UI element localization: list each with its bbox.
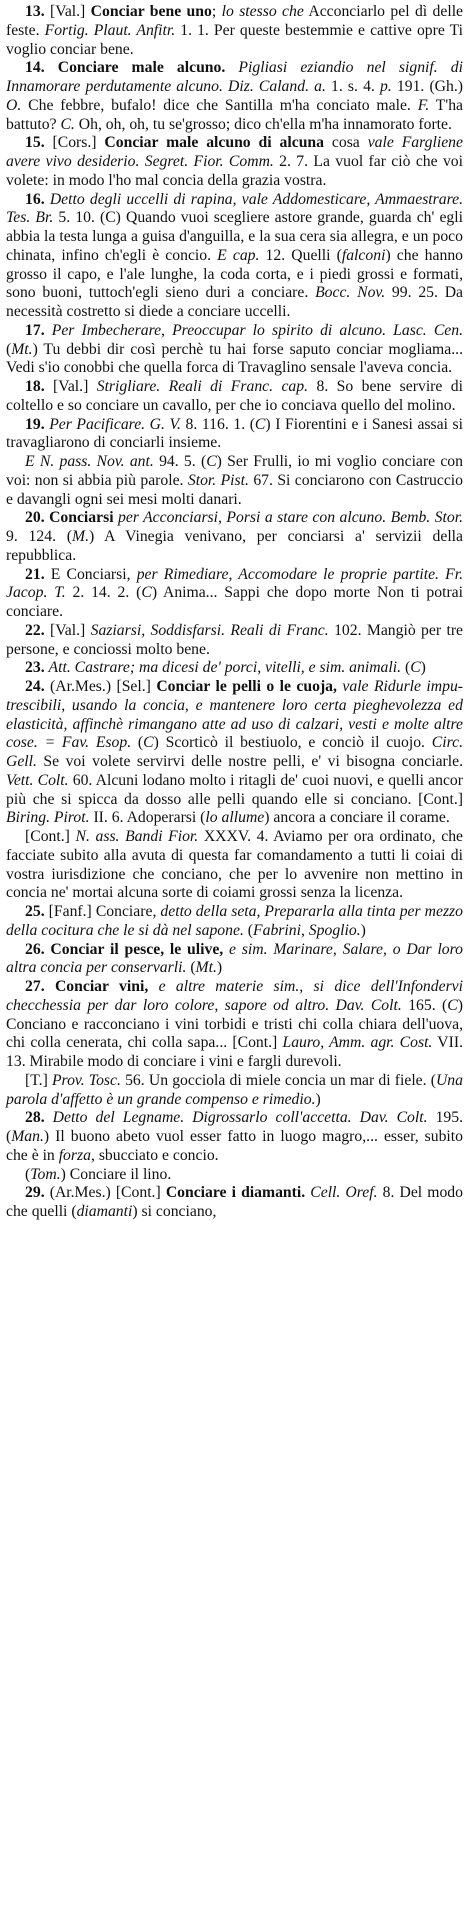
entry-text: Per Pacificare. G. V. <box>49 415 181 433</box>
entry-text: ) Tu debbi dir così perchè tu hai forse saputo conciar mogliama... Vedi s'io conobbi che quella forca di Travaglino sensale l'aveva concia. <box>6 340 463 377</box>
entry-text: Se voi volete servirvi delle nostre pelli, e' vi bisogna conciarle. <box>36 753 463 770</box>
entry-number: 22. <box>25 621 50 639</box>
entry-text: e sim. Marinare, Salare, o Dar loro altra concia per conservarli. <box>6 940 464 977</box>
dictionary-entry <box>6 1072 463 1110</box>
entry-text: Mt. <box>11 340 33 358</box>
entry-text: Conciar vini, <box>54 978 149 995</box>
entry-text: Tom. <box>30 1165 61 1183</box>
entry-text: forza <box>58 1146 91 1164</box>
entry-text: 56. Un gocciola di miele concia un mar di fiele. ( <box>120 1071 436 1089</box>
entry-text: Lauro, Amm. agr. Cost. <box>282 1034 433 1052</box>
entry-text: 67. Si conciarono con Castruccio e davangli ogni sei mesi molti danari. <box>6 471 463 508</box>
entry-text: C <box>254 415 266 433</box>
entry-text: 1. 1. Per queste bestemmie e cattive opre Ti voglio conciar bene. <box>6 21 463 58</box>
entry-text: Saziarsi, Soddisfarsi. Reali di Franc. <box>90 621 329 639</box>
dictionary-entry <box>6 509 463 565</box>
entry-text: Prov. Tosc. <box>51 1071 121 1089</box>
dictionary-entry <box>6 3 463 59</box>
entry-text: Man. <box>11 1128 44 1145</box>
entry-text: [Val.] <box>49 621 91 639</box>
entry-number: 21. <box>25 565 51 583</box>
dictionary-entry <box>6 59 463 134</box>
entry-text: 191. (Gh.) <box>391 78 464 95</box>
entry-text: (Ar.Mes.) [Sel.] <box>50 678 157 695</box>
entry-number: 14. <box>25 59 58 77</box>
entry-text: Conciar bene uno <box>90 3 212 20</box>
entry-text: 9. 124. ( <box>6 528 72 545</box>
entry-text: 2. 7. La vuol far ciò che voi volete: in modo l'ho mal concia della grazia vostra. <box>6 153 463 189</box>
entry-text: VII. 13. Mirabile modo di conciare i vini e fargli durevoli. <box>6 1034 463 1070</box>
entry-text: Stor. Pist. <box>187 471 249 489</box>
entry-text: ( <box>243 921 254 939</box>
entry-text: Att. Castrare; ma dicesi de' porci, vitelli, e sim. animali. <box>48 659 402 677</box>
entry-text: ) <box>315 1090 321 1108</box>
entry-text: F. <box>417 96 430 114</box>
entry-text: [Val.] <box>53 378 97 395</box>
entry-text: vale Ridurle imputrescibili, usando la concia, e mantenere loro certa pieghevolezza ed elasticità, affinchè rimangano atte ad uso di calzari, vesti e molte altre cose. = Fav. Esop. <box>6 678 464 752</box>
entry-text: ) <box>360 921 366 939</box>
entry-text: ) I Fiorentini e i Sanesi assai si travagliarono di conciarli insieme. <box>6 415 463 452</box>
entry-text: 8. So bene servire di coltello e so conciare un cavallo, per che io conciava quello del molino. <box>6 378 463 414</box>
entry-text: Che febbre, bufalo! dice che Santilla m'ha conciato male. <box>21 96 418 114</box>
entry-text: Circ. Gell. <box>6 734 463 770</box>
entry-number: 24. <box>25 678 51 695</box>
entry-text: falconi <box>341 246 386 264</box>
dictionary-entry <box>6 134 463 190</box>
entry-text: C <box>410 659 421 677</box>
entry-text: ) <box>216 959 223 977</box>
entry-text: Conciarsi <box>49 509 114 527</box>
entry-text: ) Anima... Sappi che dopo morte Non ti potrai conciare. <box>6 584 463 620</box>
entry-text: 5. 10. (C) Quando vuoi scegliere astore grande, guarda ch' egli abbia la testa lunga a guisa d'anguilla, e la sua cera sia allegra, e un poco chinata, infino ch'egli è concio. <box>6 209 463 264</box>
entry-text: Per Imbecherare, Preoccupar lo spirito di alcuno. Lasc. Cen. <box>51 321 464 339</box>
entry-text: 8. 116. 1. ( <box>180 415 255 433</box>
entry-text: 8. Del modo che quelli ( <box>6 1184 463 1220</box>
dictionary-entry <box>6 191 463 322</box>
entry-text: Conciare male alcuno. <box>57 59 226 77</box>
entry-number: 17. <box>25 321 52 339</box>
entry-text: C. <box>60 115 75 133</box>
entry-text: [Cont.] <box>25 828 76 845</box>
entry-text: Fabrini, Spoglio. <box>253 921 361 939</box>
entry-text: ; <box>211 3 222 20</box>
entry-text: ( <box>6 340 12 358</box>
entry-text: 1. s. 4. <box>325 78 380 95</box>
dictionary-entry <box>6 903 463 941</box>
entry-text: ) Scorticò il bestiuolo, e conciò il cuojo. <box>153 734 432 752</box>
entry-text: C <box>206 453 217 470</box>
entry-text: Strigliare. Reali di Franc. cap. <box>96 378 309 395</box>
entry-number: 15. <box>25 134 53 152</box>
entry-text: C <box>447 996 458 1014</box>
entry-text: E Conciarsi, <box>50 565 137 583</box>
entry-text: ) Ser Frulli, io mi voglio conciare con voi: non si abbia più parole. <box>6 453 463 489</box>
entry-text: Cell. Oref. <box>310 1184 378 1202</box>
dictionary-entry <box>6 1109 463 1165</box>
entry-number: 23. <box>25 659 49 677</box>
entry-text: vale Fargliene avere vivo desiderio. Segret. Fior. Comm. <box>6 134 463 170</box>
dictionary-entry <box>6 941 463 979</box>
entry-text: Detto del Legname. Digrossarlo coll'accetta. Dav. Colt. <box>52 1109 428 1127</box>
entry-number: 25. <box>25 903 49 920</box>
entry-text: XXXV. 4. Aviamo per ora ordinato, che facciate subito alla avuta di questa far comandamento a tutti li coiai di vostra iurisdizione che conciano, che per lo avvenire non mettino in concia ne' mortai alcuna sorte di coiami grossi senza la licenza. <box>6 828 464 902</box>
entry-text: ) Conciare il lino. <box>60 1165 172 1183</box>
entry-number: 20. <box>25 509 50 527</box>
dictionary-entry <box>6 1184 463 1222</box>
dictionary-entry <box>6 828 463 903</box>
entry-text <box>225 59 238 76</box>
dictionary-entry <box>6 1166 463 1185</box>
dictionary-entry <box>6 678 463 828</box>
entry-text: Una parola d'affetto è un grande compenso e rimedio. <box>6 1071 463 1108</box>
entry-text: detto della seta, Prepararla alla tinta per mezzo della cocitura che le si dà nel sapone. <box>6 903 464 939</box>
entry-text: p. <box>379 78 392 95</box>
entry-text <box>148 978 158 995</box>
entry-text: ( <box>401 659 411 677</box>
entry-number: 18. <box>25 378 54 395</box>
entry-text: 195. ( <box>6 1109 464 1145</box>
entry-text: Vett. Colt. <box>6 771 69 789</box>
entry-text: Conciar il pesce, le ulive, <box>50 940 224 958</box>
entry-text: Mt. <box>195 959 217 977</box>
entry-text: M. <box>72 528 89 545</box>
entry-text: T'ha battuto? <box>6 96 464 133</box>
entry-text: ) Il buono abeto vuol esser fatto in luogo magro,... esser, subito che è in <box>6 1128 463 1164</box>
entry-text: E cap. <box>217 246 260 264</box>
entry-text: ) <box>420 659 426 677</box>
entry-text: per Rimediare, Accomodare le proprie partite. Fr. Jacop. T. <box>6 565 463 602</box>
entry-number: 19. <box>25 415 50 433</box>
entry-text: Acconciarlo pel dì delle feste. <box>6 3 464 39</box>
entry-text: N. ass. Bandi Fior. <box>75 828 199 845</box>
entry-number: 13. <box>25 3 50 20</box>
entry-text: ( <box>186 959 196 977</box>
entry-text: ) A Vinegia venivano, per conciarsi a' servizii della repubblica. <box>6 528 463 564</box>
entry-text: 2. 14. 2. ( <box>65 584 142 602</box>
entry-text: [Cors.] <box>52 134 105 152</box>
entry-text: 102. Mangiò per tre persone, e conciossi molto bene. <box>6 621 464 658</box>
entry-text: O. <box>6 96 22 114</box>
entry-text: Bocc. Nov. <box>315 284 386 302</box>
dictionary-entry <box>6 978 463 1072</box>
entry-text: II. 6. Adoperarsi ( <box>89 809 206 827</box>
entry-text: [T.] <box>25 1071 52 1089</box>
entry-text: diamanti <box>76 1203 133 1220</box>
entry-number: 16. <box>25 190 50 208</box>
entry-text: (Ar.Mes.) [Cont.] <box>49 1184 166 1202</box>
entry-text: cosa <box>324 134 368 152</box>
entry-text: 94. 5. ( <box>153 453 207 470</box>
dictionary-entry <box>6 659 463 678</box>
entry-text: e altre materie sim., si dice dell'Infondervi checchessia per dar loro colore, sapore od altro. Dav. Colt. <box>6 978 464 1014</box>
entry-number: 28. <box>25 1109 53 1127</box>
entry-text: ) ancora a conciare il corame. <box>264 809 450 827</box>
entry-text: C <box>141 584 152 602</box>
entry-text: Detto degli uccelli di rapina, vale Addomesticare, Ammaestrare. Tes. Br. <box>6 190 464 227</box>
entry-text: Pigliasi eziandio nel signif. di Innamorare perdutamente alcuno. Diz. Caland. a. <box>6 59 464 95</box>
entry-text: Fortig. Plaut. Anfitr. <box>44 21 176 39</box>
dictionary-entry <box>6 566 463 622</box>
entry-text: 99. 25. Da necessità costretto si diede a conciare uccelli. <box>6 284 464 320</box>
entry-number: 26. <box>25 940 51 958</box>
dictionary-entry <box>6 416 463 454</box>
entry-text: lo stesso che <box>221 3 304 20</box>
entry-text: Oh, oh, oh, tu se'grosso; dico ch'ella m'ha innamorato forte. <box>74 115 452 133</box>
entry-text: 165. ( <box>401 996 448 1014</box>
entry-text: Conciare i diamanti. <box>165 1184 306 1202</box>
entry-text: Conciar le pelli o le cuoja, <box>156 678 337 695</box>
entry-text: ( <box>131 734 144 752</box>
entry-text: [Fanf.] Conciare, <box>48 903 161 920</box>
entry-text: E N. pass. Nov. ant. <box>25 453 154 470</box>
entry-text: ) che hanno grosso il capo, e l'ale lunghe, la coda corta, e i piedi grossi e formati, sono buoni, tuttoch'egli sieno duri a conciare. <box>6 246 464 302</box>
dictionary-entry <box>6 622 463 660</box>
entry-number: 27. <box>25 978 55 995</box>
entry-text: 60. Alcuni lodano molto i ritagli de' cuoi nuovi, e quelli ancor più che si spicca da dosso alle pelli quando elle si conciano. [Cont.] <box>6 771 463 808</box>
dictionary-entry <box>6 322 463 378</box>
entry-text: ( <box>25 1165 31 1183</box>
entry-text: Conciar male alcuno di alcuna <box>104 134 324 152</box>
entry-text: [Val.] <box>50 3 91 20</box>
entry-text: ) Conciano e racconciano i vini torbidi e tristi chi colla chiara dell'uova, chi colla cenerata, chi colla sapa... [Cont.] <box>6 996 463 1052</box>
entry-text: Biring. Pirot. <box>6 809 90 827</box>
entry-text: , sbucciato e concio. <box>90 1146 219 1164</box>
entry-number: 29. <box>25 1184 50 1202</box>
dictionary-entry <box>6 453 463 509</box>
entry-text: 12. Quelli ( <box>259 246 342 264</box>
dictionary-entry <box>6 378 463 416</box>
entry-text: ) si conciano, <box>132 1203 217 1220</box>
entry-text: C <box>143 734 154 752</box>
entry-text: lo allume <box>205 809 265 827</box>
entry-text: per Acconciarsi, Porsi a stare con alcuno. Bemb. Stor. <box>118 509 463 527</box>
